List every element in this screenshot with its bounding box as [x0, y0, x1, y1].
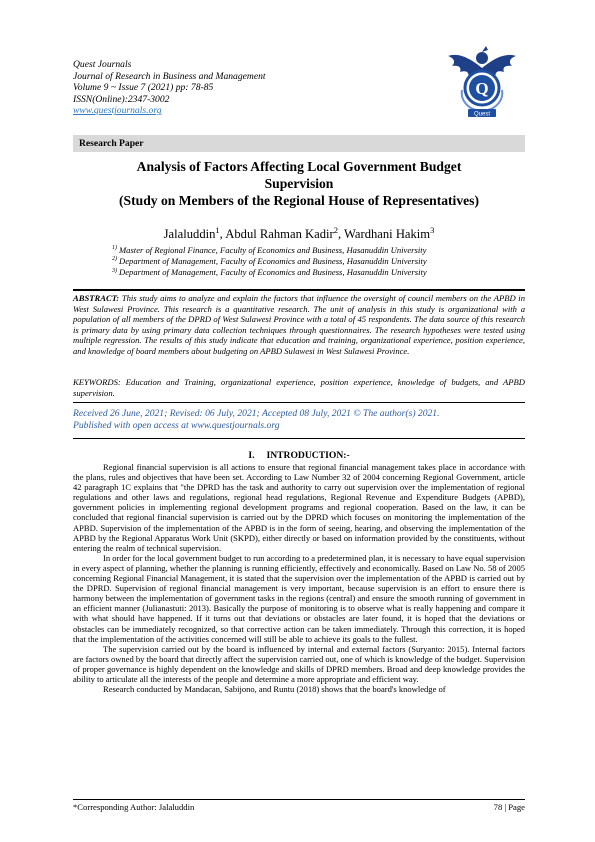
paper-title — [73, 158, 525, 209]
author-list — [73, 224, 525, 242]
title-line-2: Supervision — [264, 176, 334, 191]
body-paragraph: Regional financial supervision is all actions to ensure that regional financial management takes place in accordance with the plans, rules and objectives that have been set. According to Law Number 32 of 2004 concerning Regional Government, article 42 paragraph 1C explains that "the DPRD has the task and authority to carry out supervision over the implementation of regional regulations and other laws and regulations, regional head regulations, Regional Revenue and Expenditure Budgets (APBD), government policies in implementing regional development programs and regional cooperation. Based on the law, it can be concluded that regional financial supervision is carried out by the DPRD which focuses on monitoring the implementation of the APBD. Supervision of the implementation of the APBD is in the form of seeing, hearing, and observing the implementation of the APBD by the Regional Apparatus Work Unit (SKPD), either directly or based on information provided by the constituents, without entering the realm of technical supervision. — [73, 462, 525, 553]
journal-name: Quest Journals — [73, 59, 132, 70]
affiliation-item — [112, 256, 532, 267]
introduction-body — [73, 462, 525, 694]
abstract — [73, 293, 525, 356]
issn: ISSN(Online):2347-3002 — [73, 93, 170, 105]
divider-top — [73, 289, 525, 291]
author-separator: , — [219, 227, 226, 241]
affiliations — [112, 245, 532, 279]
author-superscript: 3 — [430, 224, 435, 235]
section-title: INTRODUCTION:- — [266, 450, 350, 461]
body-paragraph: The supervision carried out by the board is influenced by internal and external factors (Suryanto: 2015). Internal factors are factors owned by the board that directly affect the supervision carried out, one of which is knowledge of the budget. Supervision of proper governance is highly dependent on the knowledge and skills of DPRD members. Broad and deep knowledge provides the ability to articulate all the interests of the people and determine a more appropriate and efficient way. — [73, 643, 525, 684]
author-separator: , — [337, 227, 345, 241]
journal-full-name: Journal of Research in Business and Management — [73, 70, 266, 82]
journal-website-link[interactable]: www.questjournals.org — [73, 105, 162, 117]
affiliation-marker: 3) — [112, 267, 117, 274]
abstract-label: ABSTRACT: — [73, 293, 120, 303]
page-number: 78 | Page — [493, 802, 525, 812]
logo-caption: Quest — [473, 111, 491, 118]
author-superscript: 1 — [215, 224, 220, 235]
author-name: Wardhani Hakim — [344, 227, 431, 241]
affiliation-item — [112, 245, 532, 256]
keywords-label: KEYWORDS: — [73, 377, 121, 387]
section-number: I. — [248, 450, 255, 461]
quest-logo-icon — [446, 38, 518, 120]
received-dates — [73, 408, 525, 432]
body-paragraph: Research conducted by Mandacan, Sabijono, and Runtu (2018) shows that the board's knowledge of — [103, 684, 446, 695]
paper-type-band: Research Paper — [73, 135, 525, 152]
author-superscript: 2 — [333, 224, 338, 235]
affiliation-marker: 2) — [112, 256, 117, 263]
divider-lower — [73, 438, 525, 439]
author-name: Abdul Rahman Kadir — [225, 227, 334, 241]
title-line-1: Analysis of Factors Affecting Local Government Budget — [136, 159, 462, 174]
keywords-text: Education and Training, organizational experience, position experience, knowledge of budgets, and APBD supervision. — [73, 377, 525, 398]
corresponding-author: *Corresponding Author: Jalaluddin — [73, 802, 195, 812]
affiliation-item — [112, 267, 532, 278]
affiliation-marker: 1) — [112, 245, 117, 252]
received-line: Received 26 June, 2021; Revised: 06 July, 2021; Accepted 08 July, 2021 © The author(s) 2021. — [73, 408, 440, 419]
divider-middle — [73, 402, 525, 403]
title-line-3: (Study on Members of the Regional House of Representatives) — [119, 193, 479, 208]
open-access-line: Published with open access at www.questjournals.org — [73, 419, 280, 431]
volume-info: Volume 9 ~ Issue 7 (2021) pp: 78-85 — [73, 82, 214, 94]
affiliation-text: Department of Management, Faculty of Economics and Business, Hasanuddin University — [119, 267, 427, 278]
section-heading — [73, 450, 525, 461]
abstract-text: This study aims to analyze and explain the factors that influence the oversight of council members on the APBD in West Sulawesi Province. This research is a quantitative research. The unit of analysis in this study is organizational with a population of all members of the DPRD of West Sulawesi Province with a total of 45 respondents. The data source of this research is primary data by using primary data collection techniques through questionnaires. The research hypotheses were tested using multiple regression. The results of this study indicate that education and training, organizational experience, position experience, and knowledge of board members about budgeting on APBD Sulawesi in West Sulawesi Province. — [73, 293, 525, 356]
affiliation-text: Master of Regional Finance, Faculty of Economics and Business, Hasanuddin University — [119, 245, 427, 255]
author-name: Jalaluddin — [163, 227, 216, 241]
logo-letter: Q — [475, 79, 489, 98]
affiliation-text: Department of Management, Faculty of Economics and Business, Hasanuddin University — [119, 256, 427, 267]
footer-divider — [73, 799, 525, 800]
journal-header — [73, 59, 413, 117]
keywords — [73, 377, 525, 398]
body-paragraph: In order for the local government budget to run according to a predetermined plan, it is necessary to have equal supervision in every aspect of planning, whether the planning is running efficiently, effectively and economically. Based on Law No. 58 of 2005 concerning Regional Financial Management, it is stated that the supervision over the implementation of the APBD is carried out by the DPRD. Supervision of regional financial management is very important, because supervision is an effort to ensure there is harmony between the implementation of government tasks in the regions (central) and ensure the smooth running of government in an efficient manner (Julianastuti: 2013). Basically the purpose of monitoring is to observe what is really happening and compare it with what should have happened. If it turns out that deviations or obstacles are later found, it is hoped that the deviations or obstacles can be immediately recognized, so that corrective action can be taken immediately. Through this correction, it is hoped that the implementation of the activities concerned will still be able to achieve its goals to the fullest. — [73, 552, 525, 644]
